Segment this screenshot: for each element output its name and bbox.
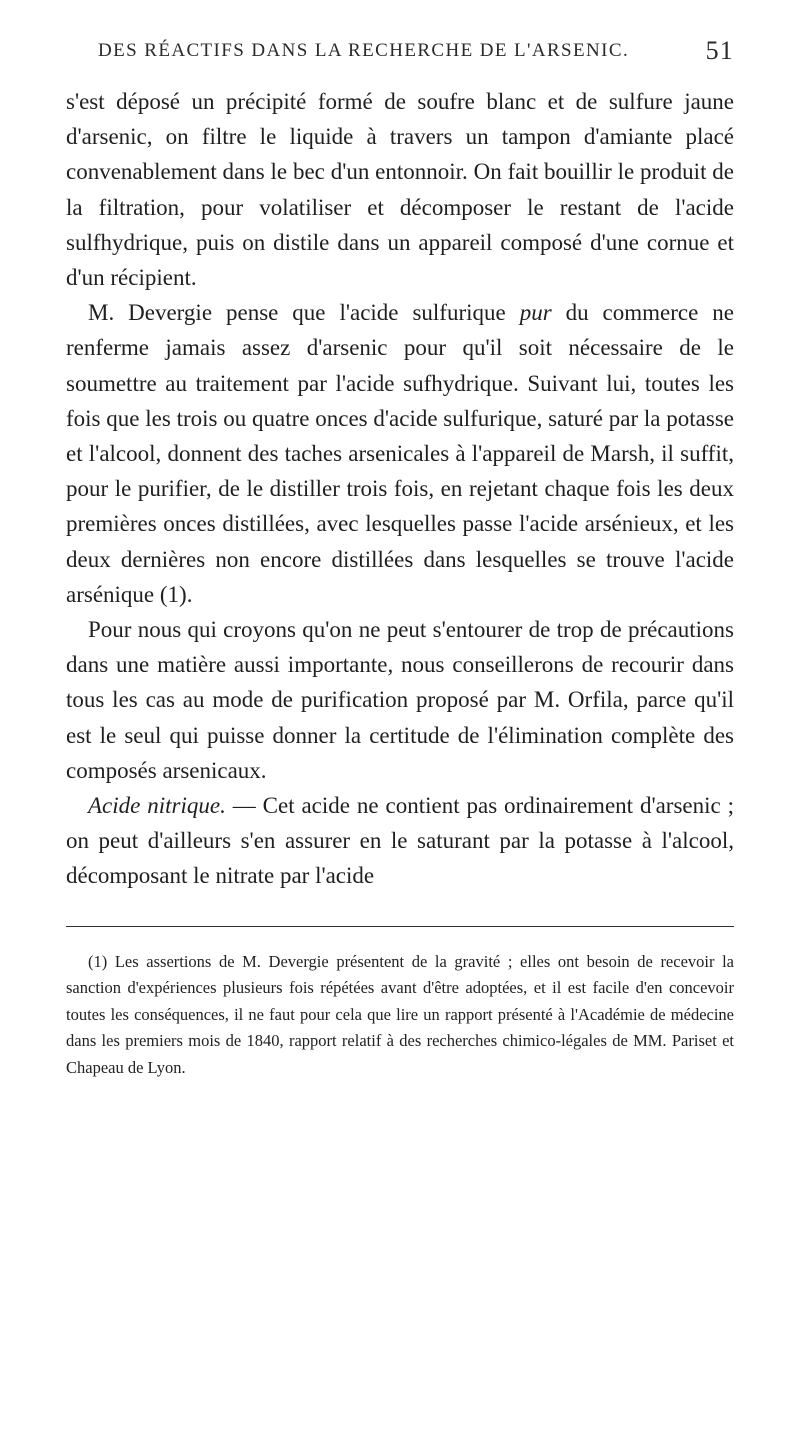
- footnote-text: (1) Les assertions de M. Devergie présentent de la gravité ; elles ont besoin de recevoir la sanction d'expériences plusieurs fois répétées avant d'être adoptées, et il est facile d'en concevoir toutes les conséquences, il ne faut pour cela que lire un rapport présenté à l'Académie de médecine dans les premiers mois de 1840, rapport relatif à des recherches chimico-légales de MM. Pariset et Chapeau de Lyon.: [66, 951, 734, 1077]
- page-number: 51: [705, 36, 734, 65]
- paragraph-2-emphasis: pur: [519, 300, 552, 326]
- footnote-divider: [66, 926, 734, 927]
- running-head: [66, 36, 734, 84]
- paragraph-4: [66, 788, 734, 894]
- paragraph-3: Pour nous qui croyons qu'on ne peut s'entourer de trop de précautions dans une matière aussi importante, nous conseillerons de recourir dans tous les cas au mode de purification proposé par M. Orfila, parce qu'il est le seul qui puisse donner la certitude de l'élimination complète des composés arsenicaux.: [66, 617, 734, 783]
- paragraph-2: [66, 295, 734, 612]
- book-page: [66, 36, 735, 1081]
- section-heading-acide-nitrique: Acide nitrique.: [88, 793, 226, 819]
- paragraph-2-text-end: du commerce ne renferme jamais assez d'arsenic pour qu'il soit nécessaire de le soumettre au traitement par l'acide sufhydrique. Suivant lui, toutes les fois que les trois ou quatre onces d'acide sulfurique, saturé par la potasse et l'alcool, donnent des taches arsenicales à l'appareil de Marsh, il suffit, pour le purifier, de le distiller trois fois, en rejetant chaque fois les deux premières onces distillées, avec lesquelles passe l'acide arsénieux, et les deux dernières non encore distillées dans lesquelles se trouve l'acide arsénique (1).: [66, 300, 734, 607]
- paragraph-2-text-start: M. Devergie pense que l'acide sulfurique: [88, 300, 520, 326]
- paragraph-1: s'est déposé un précipité formé de soufre blanc et de sulfure jaune d'arsenic, on filtre le liquide à travers un tampon d'amiante placé convenablement dans le bec d'un entonnoir. On fait bouillir le produit de la filtration, pour volatiliser et décomposer le restant de l'acide sulfhydrique, puis on distile dans un appareil composé d'une cornue et d'un récipient.: [66, 89, 734, 291]
- running-head-title: DES RÉACTIFS DANS LA RECHERCHE DE L'ARSENIC.: [98, 40, 630, 61]
- footnote: [66, 949, 734, 1082]
- main-text: [66, 84, 734, 894]
- paragraph-4-text: — Cet acide ne contient pas ordinairement d'arsenic ; on peut d'ailleurs s'en assurer en le saturant par la potasse à l'alcool, décomposant le nitrate par l'acide: [66, 793, 735, 889]
